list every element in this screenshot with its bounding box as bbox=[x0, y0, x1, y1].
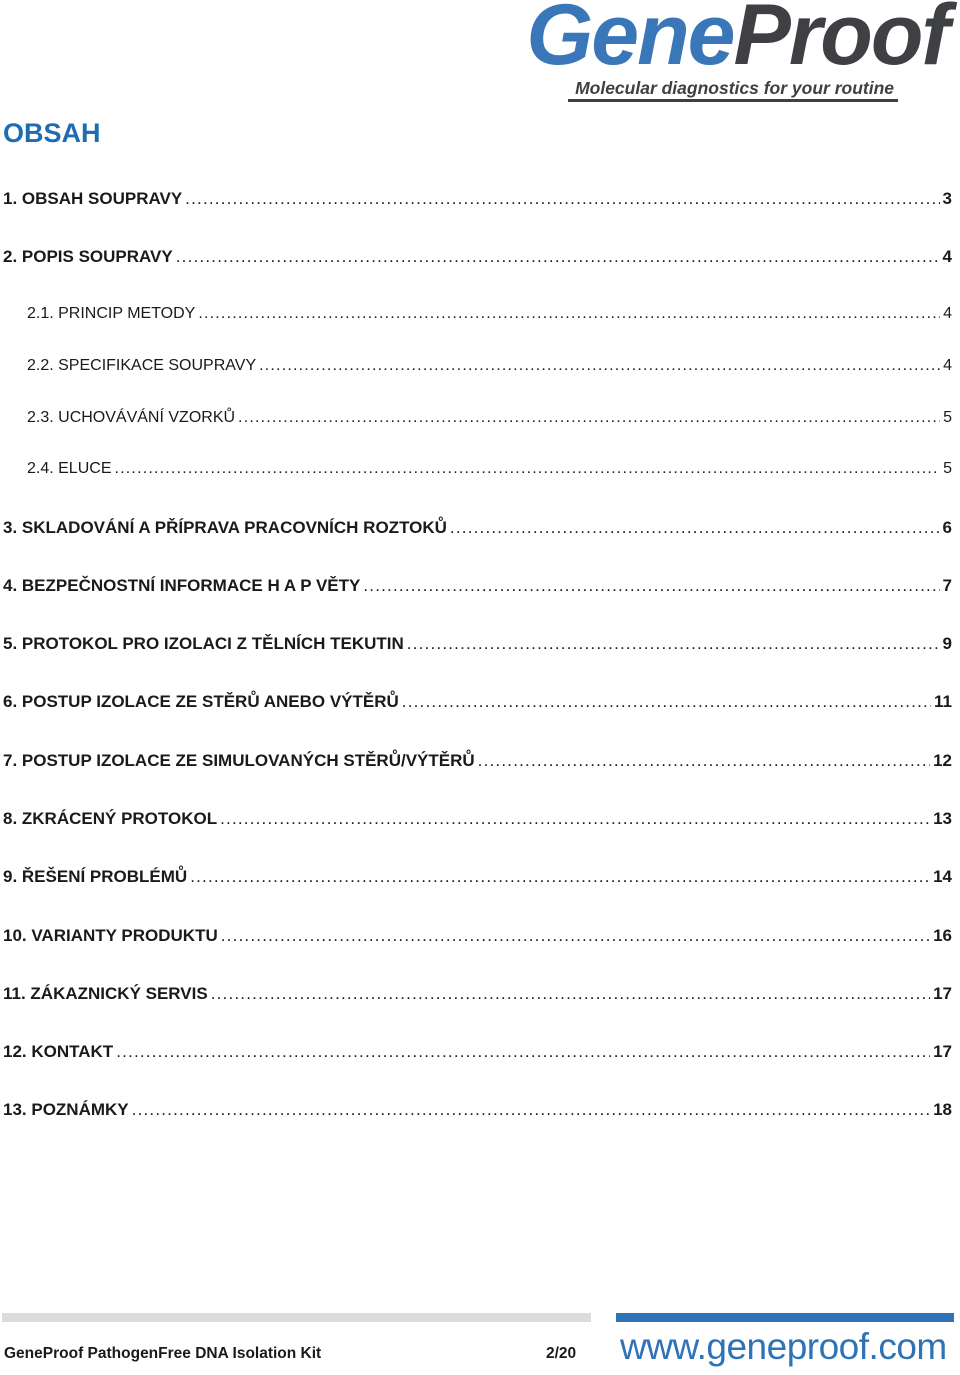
toc-entry[interactable] bbox=[27, 357, 952, 381]
toc-entry-label: 5. PROTOKOL PRO IZOLACI Z TĚLNÍCH TEKUTIN bbox=[3, 634, 404, 653]
toc-dot-leader bbox=[132, 1100, 930, 1120]
footer-product-name: GeneProof PathogenFree DNA Isolation Kit bbox=[4, 1345, 322, 1362]
page-title: OBSAH bbox=[3, 118, 101, 148]
toc-entry-label: 2.1. PRINCIP METODY bbox=[27, 305, 196, 322]
toc-entry-label: 3. SKLADOVÁNÍ A PŘÍPRAVA PRACOVNÍCH ROZTOKŮ bbox=[3, 518, 447, 537]
toc-entry[interactable] bbox=[3, 867, 952, 891]
toc-entry-page: 17 bbox=[933, 984, 952, 1003]
toc-dot-leader bbox=[114, 460, 940, 478]
footer-website-link[interactable]: www.geneproof.com bbox=[620, 1326, 947, 1367]
toc-entry-page: 6 bbox=[942, 518, 952, 537]
toc-dot-leader bbox=[221, 926, 930, 946]
toc-entry-label: 1. OBSAH SOUPRAVY bbox=[3, 189, 183, 208]
toc-dot-leader bbox=[259, 357, 940, 375]
toc-entry[interactable] bbox=[27, 409, 952, 433]
footer-divider-gray bbox=[2, 1313, 591, 1322]
toc-entry-label: 2.3. UCHOVÁVÁNÍ VZORKŮ bbox=[27, 409, 236, 426]
toc-dot-leader bbox=[363, 576, 939, 596]
toc-entry-label: 12. KONTAKT bbox=[3, 1042, 114, 1061]
toc-entry-page: 14 bbox=[933, 867, 952, 886]
toc-dot-leader bbox=[190, 867, 930, 887]
toc-entry-page: 7 bbox=[942, 576, 952, 595]
toc-entry-page: 18 bbox=[933, 1100, 952, 1119]
toc-entry-label: 2.2. SPECIFIKACE SOUPRAVY bbox=[27, 357, 257, 374]
toc-dot-leader bbox=[185, 189, 939, 209]
toc-entry-label: 13. POZNÁMKY bbox=[3, 1100, 129, 1119]
toc-entry-label: 8. ZKRÁCENÝ PROTOKOL bbox=[3, 809, 218, 828]
toc-entry-page: 11 bbox=[934, 692, 952, 711]
toc-entry-page: 17 bbox=[933, 1042, 952, 1061]
toc-entry[interactable] bbox=[3, 809, 952, 833]
toc-dot-leader bbox=[238, 409, 940, 427]
toc-entry[interactable] bbox=[3, 751, 952, 775]
toc-entry-page: 3 bbox=[942, 189, 952, 208]
toc-entry[interactable] bbox=[3, 518, 952, 542]
toc-entry[interactable] bbox=[3, 984, 952, 1008]
toc-entry-label: 4. BEZPEČNOSTNÍ INFORMACE H A P VĚTY bbox=[3, 576, 361, 595]
toc-entry-page: 4 bbox=[943, 357, 952, 374]
toc-dot-leader bbox=[478, 751, 930, 771]
logo-tagline: Molecular diagnostics for your routine bbox=[575, 78, 894, 98]
toc-entry-label: 6. POSTUP IZOLACE ZE STĚRŮ ANEBO VÝTĚRŮ bbox=[3, 692, 399, 711]
toc-dot-leader bbox=[116, 1042, 930, 1062]
toc-dot-leader bbox=[407, 634, 940, 654]
logo-wordmark bbox=[526, 0, 948, 83]
toc-dot-leader bbox=[402, 692, 931, 712]
toc-dot-leader bbox=[176, 247, 940, 267]
logo-gene-text: Gene bbox=[526, 0, 734, 83]
toc-entry-page: 12 bbox=[933, 751, 952, 770]
logo-proof-text: Proof bbox=[733, 0, 948, 83]
toc-entry-label: 7. POSTUP IZOLACE ZE SIMULOVANÝCH STĚRŮ/VÝTĚRŮ bbox=[3, 751, 475, 770]
toc-entry-label: 11. ZÁKAZNICKÝ SERVIS bbox=[3, 984, 208, 1003]
footer-page-number: 2/20 bbox=[546, 1345, 577, 1362]
toc-entry-page: 5 bbox=[943, 460, 952, 477]
toc-dot-leader bbox=[220, 809, 930, 829]
toc-entry-label: 10. VARIANTY PRODUKTU bbox=[3, 926, 218, 945]
toc-entry[interactable] bbox=[3, 189, 952, 213]
logo-underline bbox=[568, 99, 898, 102]
toc-entry-label: 9. ŘEŠENÍ PROBLÉMŮ bbox=[3, 867, 188, 886]
footer-divider-blue bbox=[616, 1313, 954, 1322]
toc-entry-page: 4 bbox=[943, 305, 952, 322]
toc-entry[interactable] bbox=[3, 576, 952, 600]
geneproof-logo bbox=[526, 0, 952, 104]
toc-entry[interactable] bbox=[3, 634, 952, 658]
toc-entry-label: 2.4. ELUCE bbox=[27, 460, 112, 477]
toc-entry[interactable] bbox=[27, 305, 952, 329]
toc-entry[interactable] bbox=[3, 692, 952, 716]
toc-entry[interactable] bbox=[3, 1042, 952, 1066]
toc-dot-leader bbox=[211, 984, 930, 1004]
toc-entry-page: 4 bbox=[942, 247, 952, 266]
toc-entry[interactable] bbox=[27, 460, 952, 484]
toc-entry-label: 2. POPIS SOUPRAVY bbox=[3, 247, 173, 266]
toc-entry-page: 13 bbox=[933, 809, 952, 828]
toc-dot-leader bbox=[198, 305, 940, 323]
toc-entry-page: 9 bbox=[942, 634, 952, 653]
toc-entry[interactable] bbox=[3, 247, 952, 271]
toc-entry[interactable] bbox=[3, 1100, 952, 1124]
toc-dot-leader bbox=[450, 518, 940, 538]
toc-entry[interactable] bbox=[3, 926, 952, 950]
toc-entry-page: 16 bbox=[933, 926, 952, 945]
toc-entry-page: 5 bbox=[943, 409, 952, 426]
